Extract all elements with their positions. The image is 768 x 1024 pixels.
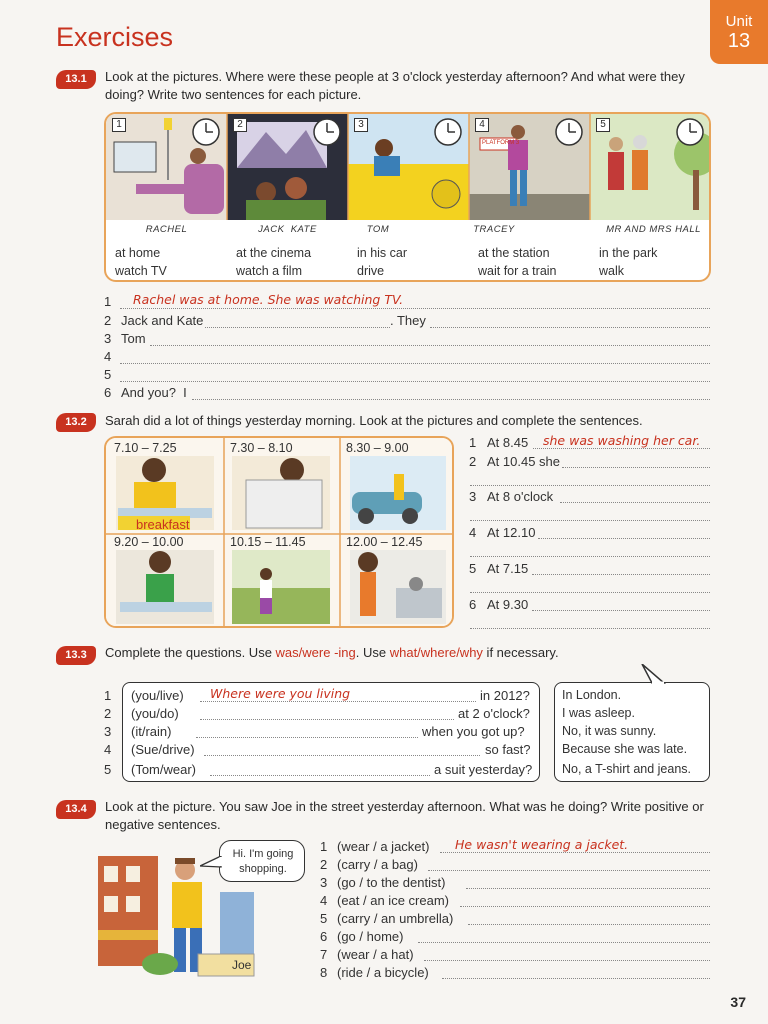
sarah-picture-grid — [104, 436, 454, 628]
answer-line[interactable] — [470, 556, 710, 557]
question-prompt: (you/do) — [131, 706, 179, 721]
item-number: 5 — [320, 911, 328, 926]
answer-text: He wasn't wearing a jacket. — [455, 837, 629, 852]
speech-pointer — [640, 664, 670, 684]
question-end: so fast? — [485, 742, 531, 757]
question-end: when you got up? — [422, 724, 525, 739]
question-prompt: (Sue/drive) — [131, 742, 195, 757]
answer-line[interactable] — [120, 363, 710, 364]
picture-strip-illustrations — [106, 114, 711, 220]
cell-doing: watch a film — [236, 264, 302, 278]
question-prompt: (you/live) — [131, 688, 184, 703]
answer-text: Where were you living — [210, 686, 351, 701]
cell-where: at home — [115, 246, 161, 260]
answer-line[interactable] — [204, 755, 480, 756]
line-number: 3 — [104, 331, 112, 346]
exercise-13-1-picture-strip — [104, 112, 711, 282]
answer-line[interactable] — [460, 906, 710, 907]
sentence-text: At 9.30 — [487, 597, 529, 612]
answer-line[interactable] — [440, 852, 710, 853]
time-range: 10.15 – 11.45 — [230, 535, 306, 549]
question-number: 1 — [104, 688, 112, 703]
cell-doing: drive — [357, 264, 385, 278]
time-range: 9.20 – 10.00 — [114, 535, 184, 549]
platform-sign: PLATFORM 3 — [482, 140, 520, 146]
item-prompt: (wear / a hat) — [337, 947, 414, 962]
unit-number: 13 — [727, 30, 751, 52]
answer-line[interactable] — [532, 610, 710, 611]
answer-line[interactable] — [205, 327, 390, 328]
question-number: 5 — [104, 762, 112, 777]
cell-doing: watch TV — [115, 264, 167, 278]
answer-line[interactable] — [120, 308, 710, 309]
sentence-text: At 7.15 — [487, 561, 529, 576]
sentence-number: 4 — [469, 525, 477, 540]
sentence-number: 2 — [469, 454, 477, 469]
answer-line[interactable] — [470, 628, 710, 629]
answer-line[interactable] — [470, 592, 710, 593]
exercise-13-2-instruction: Sarah did a lot of things yesterday morning. Look at the pictures and complete the sentences. — [105, 413, 643, 428]
exercise-number-13-1: 13.1 — [56, 70, 96, 89]
sentence-text: At 12.10 — [487, 525, 536, 540]
sentence-text: At 10.45 she — [487, 454, 560, 469]
cell-where: in the park — [599, 246, 658, 260]
line-number: 4 — [104, 349, 112, 364]
cell-where: at the station — [478, 246, 550, 260]
line-prefix: And you? I — [121, 385, 187, 400]
item-number: 6 — [320, 929, 328, 944]
time-range: 12.00 – 12.45 — [346, 535, 423, 549]
answer-line[interactable] — [424, 960, 710, 961]
sarah-illustrations — [106, 438, 454, 628]
page-number: 37 — [730, 994, 746, 1010]
answer-text: she was washing her car. — [543, 433, 701, 448]
answer-line[interactable] — [150, 345, 710, 346]
cell-where: at the cinema — [236, 246, 312, 260]
item-number: 3 — [320, 875, 328, 890]
answer-line[interactable] — [418, 942, 710, 943]
cell-doing: wait for a train — [478, 264, 557, 278]
exercise-number-13-3: 13.3 — [56, 646, 96, 665]
sentence-number: 1 — [469, 435, 477, 450]
panel-number: 1 — [112, 118, 126, 132]
item-prompt: (go / to the dentist) — [337, 875, 446, 890]
exercise-13-1-instruction: Look at the pictures. Where were these people at 3 o'clock yesterday afternoon? And what were they doing? Write two sentences for each picture. — [105, 69, 685, 102]
answer-line[interactable] — [430, 327, 710, 328]
unit-label: Unit — [725, 13, 753, 30]
question-end: at 2 o'clock? — [458, 706, 530, 721]
reply-text: Because she was late. — [562, 742, 688, 756]
exercise-13-3-instruction: Complete the questions. Use was/were -ing. Use what/where/why if necessary. — [105, 645, 559, 660]
item-number: 1 — [320, 839, 328, 854]
exercise-number-13-4: 13.4 — [56, 800, 96, 819]
page-title: Exercises — [56, 22, 174, 52]
item-number: 7 — [320, 947, 328, 962]
answer-line[interactable] — [428, 870, 710, 871]
reply-text: In London. — [562, 688, 622, 702]
sentence-text: At 8.45 — [487, 435, 529, 450]
time-range: 7.30 – 8.10 — [230, 441, 293, 455]
item-prompt: (carry / an umbrella) — [337, 911, 454, 926]
panel-number: 2 — [233, 118, 247, 132]
item-prompt: (go / home) — [337, 929, 404, 944]
answer-text: Rachel was at home. She was watching TV. — [133, 292, 404, 307]
cell-doing: walk — [599, 264, 625, 278]
sentence-number: 3 — [469, 489, 477, 504]
question-prompt: (it/rain) — [131, 724, 172, 739]
cell-name-tom: TOM — [366, 224, 390, 235]
line-prefix: Tom — [121, 331, 146, 346]
answer-line[interactable] — [442, 978, 710, 979]
answer-line[interactable] — [466, 888, 710, 889]
question-end: a suit yesterday? — [434, 762, 533, 777]
line-number: 1 — [104, 294, 112, 309]
reply-text: I was asleep. — [562, 706, 635, 720]
answer-line[interactable] — [210, 775, 430, 776]
reply-text: No, it was sunny. — [562, 724, 657, 738]
item-number: 8 — [320, 965, 328, 980]
cell-name-halls: MR AND MRS HALL — [606, 224, 701, 235]
sentence-text: At 8 o'clock — [487, 489, 554, 504]
reply-text: No, a T-shirt and jeans. — [562, 762, 692, 776]
item-prompt: (carry / a bag) — [337, 857, 418, 872]
answer-line[interactable] — [538, 538, 710, 539]
item-prompt: (ride / a bicycle) — [337, 965, 429, 980]
answer-line[interactable] — [200, 701, 476, 702]
cell-name-jack-kate: JACK KATE — [258, 224, 317, 235]
line-prefix: Jack and Kate — [121, 313, 204, 328]
cell-name-rachel: RACHEL — [145, 224, 188, 235]
item-number: 4 — [320, 893, 328, 908]
line-number: 6 — [104, 385, 112, 400]
time-range: 7.10 – 7.25 — [114, 441, 177, 455]
line-number: 2 — [104, 313, 112, 328]
exercise-number-13-2: 13.2 — [56, 413, 96, 432]
answer-line[interactable] — [470, 485, 710, 486]
line-number: 5 — [104, 367, 112, 382]
answer-line[interactable] — [560, 502, 710, 503]
question-number: 3 — [104, 724, 112, 739]
question-prompt: (Tom/wear) — [131, 762, 197, 777]
panel-number: 3 — [354, 118, 368, 132]
cell-where: in his car — [357, 246, 408, 260]
sentence-number: 5 — [469, 561, 477, 576]
item-prompt: (eat / an ice cream) — [337, 893, 449, 908]
answer-line[interactable] — [196, 737, 418, 738]
sentence-number: 6 — [469, 597, 477, 612]
panel-number: 4 — [475, 118, 489, 132]
item-number: 2 — [320, 857, 328, 872]
time-range: 8.30 – 9.00 — [346, 441, 409, 455]
panel-number: 5 — [596, 118, 610, 132]
cell-name-tracey: TRACEY — [473, 224, 515, 235]
answer-line[interactable] — [192, 399, 710, 400]
question-end: in 2012? — [480, 688, 530, 703]
question-number: 4 — [104, 742, 112, 757]
answer-line[interactable] — [120, 381, 710, 382]
exercise-13-4-instruction: Look at the picture. You saw Joe in the street yesterday afternoon. What was he doing? Write positive or negative sentences. — [105, 799, 704, 832]
answer-line[interactable] — [562, 467, 710, 468]
answer-line[interactable] — [532, 574, 710, 575]
answer-line[interactable] — [470, 520, 710, 521]
line-mid: . They — [390, 313, 426, 328]
breakfast-label: breakfast — [136, 517, 190, 532]
joe-speech-text: Hi. I'm going shopping. — [232, 848, 294, 875]
answer-line[interactable] — [533, 448, 710, 449]
answer-line[interactable] — [200, 719, 454, 720]
joe-name-tag: Joe — [232, 958, 252, 972]
item-prompt: (wear / a jacket) — [337, 839, 430, 854]
unit-tab — [710, 0, 768, 64]
question-number: 2 — [104, 706, 112, 721]
joe-speech-pointer — [200, 856, 222, 870]
answer-line[interactable] — [468, 924, 710, 925]
